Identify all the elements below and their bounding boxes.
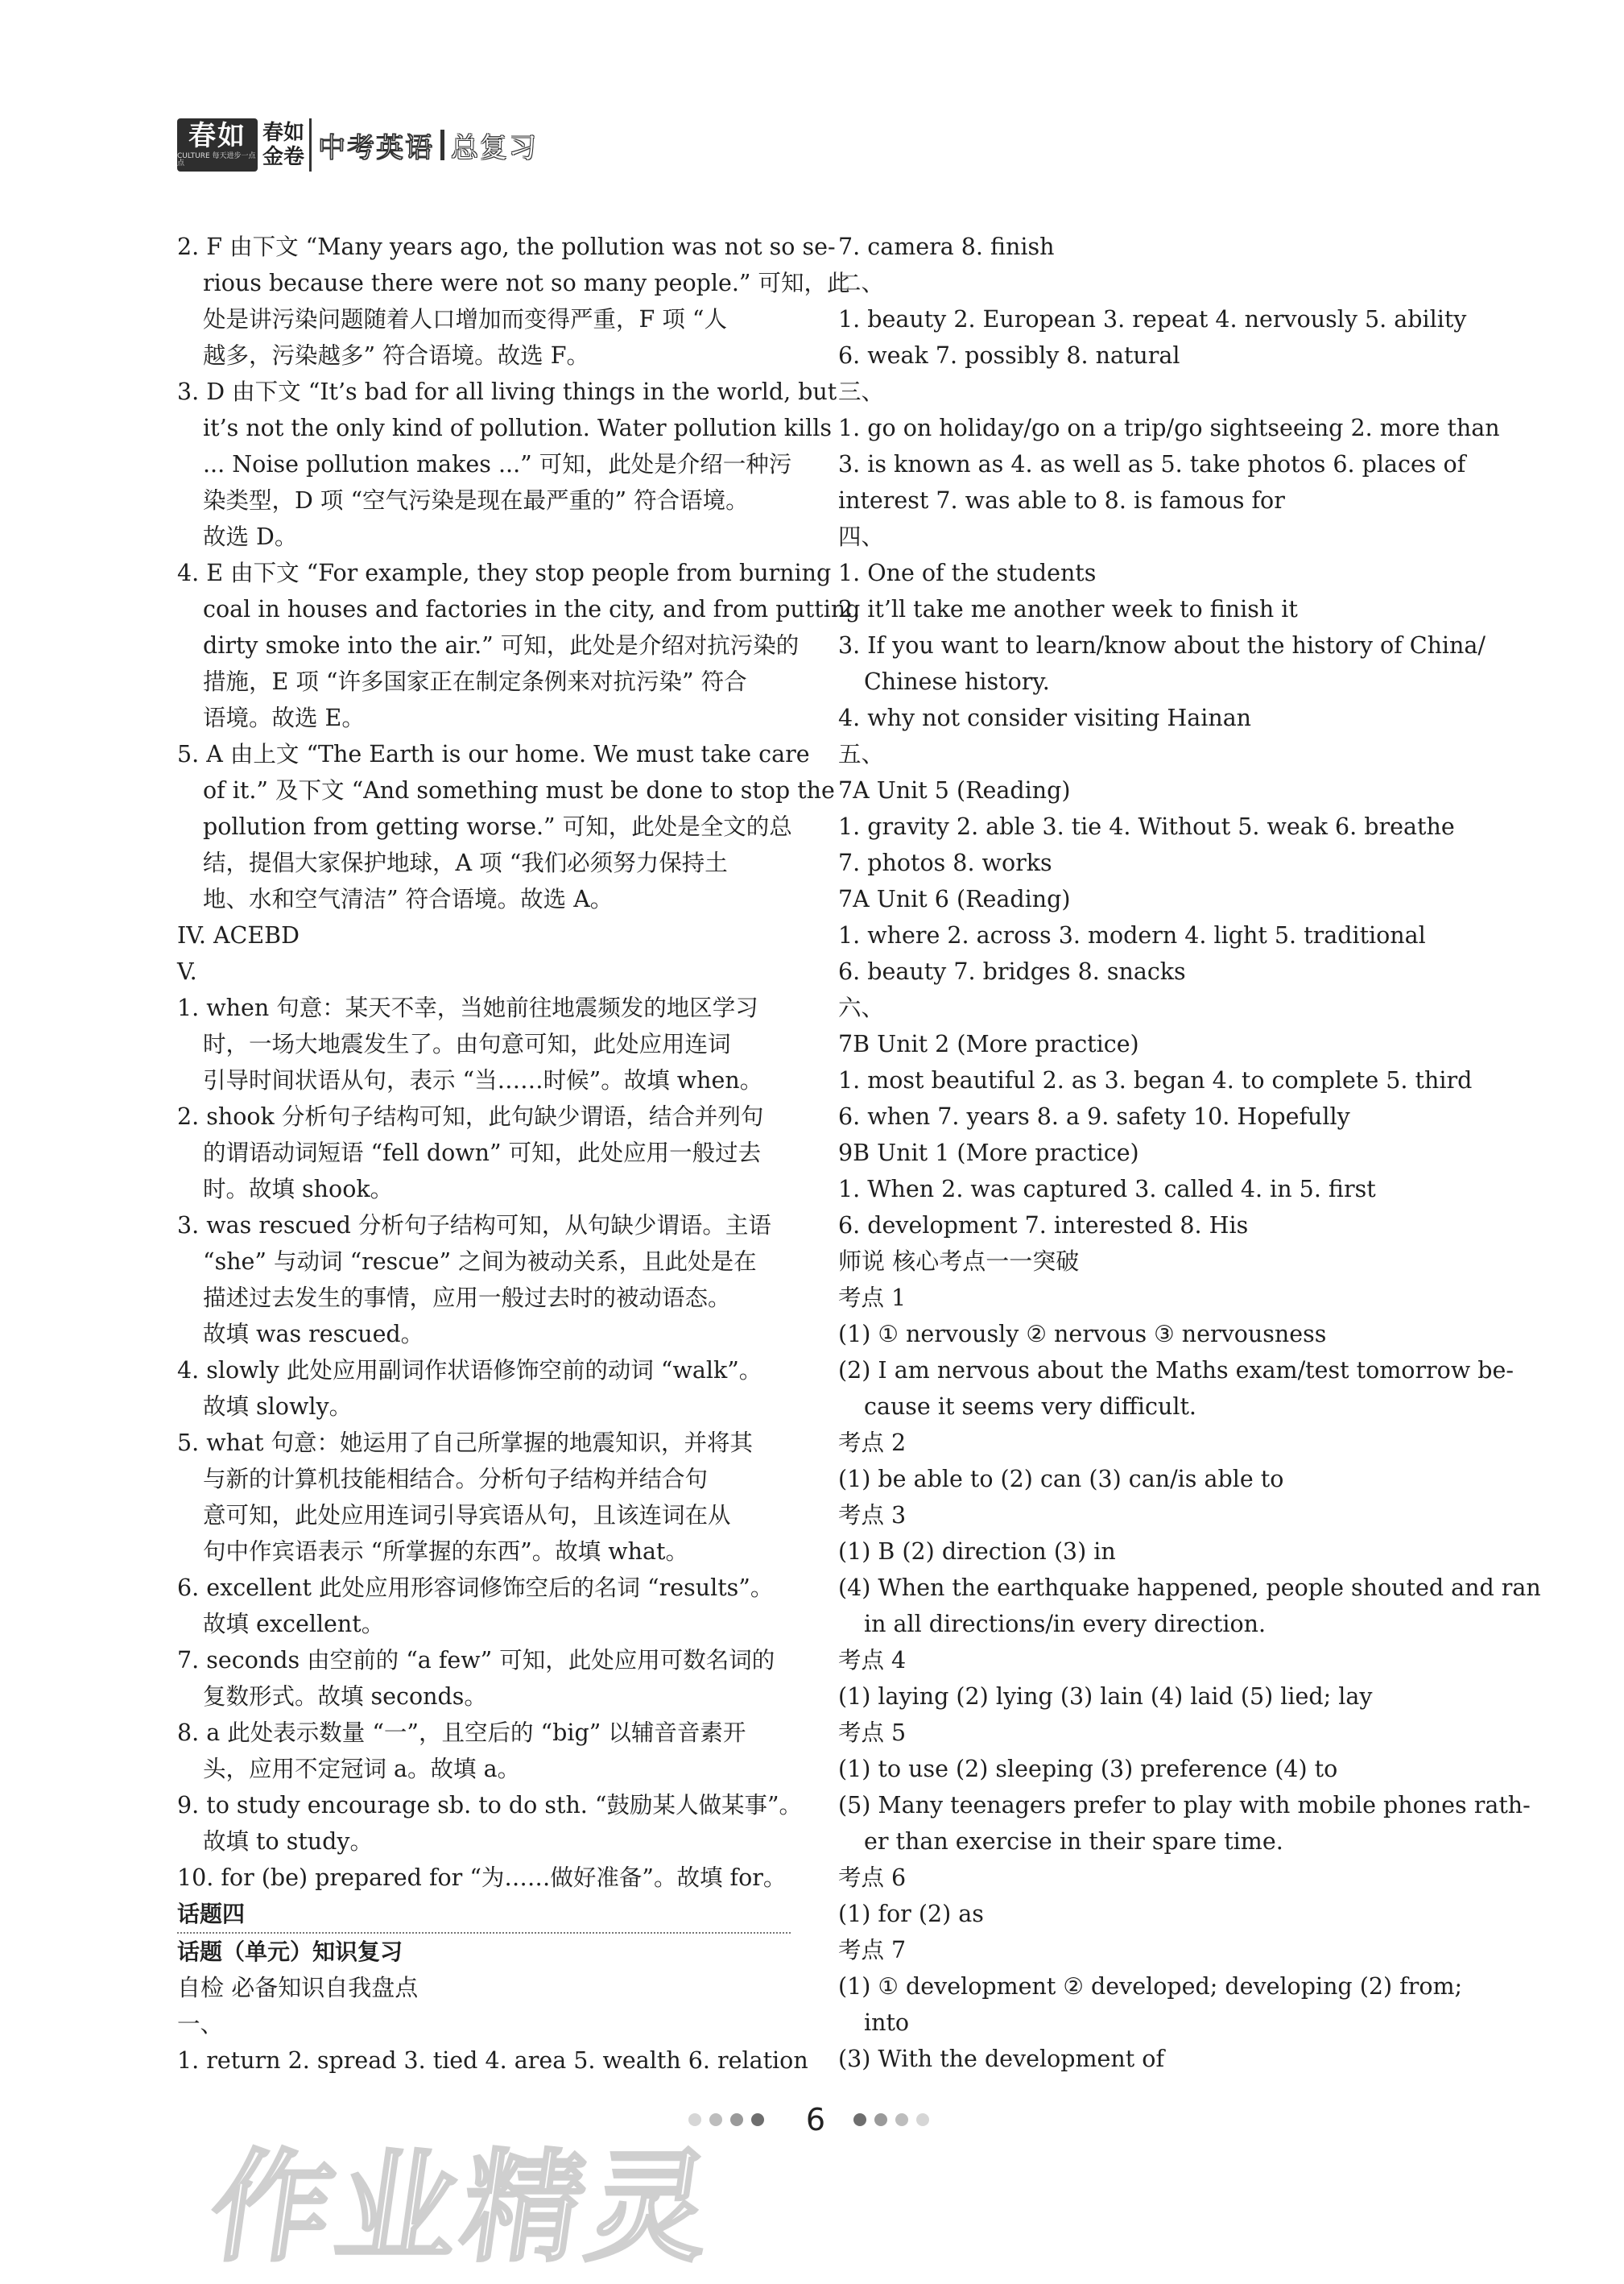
answer-entry (177, 1207, 791, 1352)
text-line: “she” 与动词 “rescue” 之间为被动关系，且此处是在 (203, 1248, 757, 1275)
text-line: 故选 D。 (203, 523, 298, 550)
answer-line (838, 881, 1452, 917)
text-line: 7B Unit 2 (More practice) (838, 1031, 1139, 1057)
brand-top: 春如 (262, 121, 305, 145)
answer-line (838, 1533, 1452, 1570)
text-line: 1. When 2. was captured 3. called 4. in 5. first (838, 1176, 1376, 1202)
text-line: 语境。故选 E。 (203, 705, 365, 731)
text-line: er than exercise in their spare time. (864, 1828, 1283, 1855)
answer-entry (177, 1099, 791, 1207)
subsection-heading (838, 1243, 1452, 1280)
publisher-logo (177, 118, 258, 172)
text-line: 考点 1 (838, 1285, 907, 1311)
text-line: 2. it’ll take me another week to finish it (838, 596, 1298, 623)
answer-line (838, 374, 1452, 410)
answer-line (838, 1425, 1452, 1461)
left-column (177, 229, 861, 2079)
text-line: 话题四 (177, 1901, 246, 1927)
text-line: (1) ① nervously ② nervous ③ nervousness (838, 1321, 1327, 1347)
footer-dot (730, 2113, 743, 2126)
answer-line (838, 265, 1452, 301)
text-line: 故填 to study。 (203, 1828, 374, 1855)
text-line: (1) be able to (2) can (3) can/is able to (838, 1466, 1284, 1492)
text-line: 考点 3 (838, 1502, 907, 1529)
brand-name (262, 118, 312, 172)
answer-line (838, 1860, 1452, 1896)
text-line: 考点 4 (838, 1647, 907, 1674)
text-line: 四、 (838, 523, 885, 550)
text-line: 7. camera 8. finish (838, 234, 1055, 260)
answer-line (838, 410, 1500, 446)
answer-line (838, 736, 1452, 772)
text-line: coal in houses and factories in the city, and from putting (203, 596, 861, 623)
text-line: 描述过去发生的事情，应用一般过去时的被动语态。 (203, 1285, 731, 1311)
answer-entry (177, 736, 835, 917)
answer-entry (177, 1570, 791, 1642)
text-line: Chinese history. (864, 668, 1050, 695)
text-line: 五、 (838, 741, 885, 768)
text-line: 话题（单元）知识复习 (177, 1939, 403, 1965)
text-line: 二、 (838, 270, 885, 296)
answer-line (838, 1026, 1452, 1062)
text-line: 六、 (838, 995, 885, 1021)
text-line: 7. photos 8. works (838, 850, 1052, 876)
answer-entry (177, 1787, 803, 1860)
answer-line (838, 1678, 1452, 1715)
text-line: 句中作宾语表示 “所掌握的东西”。故填 what。 (203, 1538, 688, 1565)
text-line: 4. E 由下文 “For example, they stop people from burning (177, 560, 832, 586)
right-column (838, 229, 1541, 2077)
text-line: 措施，E 项 “许多国家正在制定条例来对抗污染” 符合 (203, 668, 747, 695)
answer-line (838, 519, 1452, 555)
text-line: 9B Unit 1 (More practice) (838, 1140, 1139, 1166)
text-line: 1. gravity 2. able 3. tie 4. Without 5. weak 6. breathe (838, 813, 1455, 840)
answer-entry (838, 1570, 1541, 1642)
text-line: 考点 2 (838, 1430, 907, 1456)
text-line: 的谓语动词短语 “fell down” 可知，此处应用一般过去 (203, 1140, 762, 1166)
topic-heading (177, 1896, 791, 1934)
answer-entry (838, 627, 1486, 700)
answer-entry (177, 555, 861, 736)
footer-dot (751, 2113, 764, 2126)
text-line: 越多，污染越多” 符合语境。故选 F。 (203, 342, 589, 369)
answer-line (838, 446, 1466, 482)
text-line: (1) to use (2) sleeping (3) preference (4) to (838, 1756, 1338, 1782)
text-line: 引导时间状语从句，表示 “当……时候”。故填 when。 (203, 1067, 763, 1094)
text-line: 1. go on holiday/go on a trip/go sightseeing 2. more than (838, 415, 1500, 441)
text-line: 4. why not consider visiting Hainan (838, 705, 1252, 731)
answer-line (838, 482, 1452, 519)
text-line: 1. return 2. spread 3. tied 4. area 5. wealth 6. relation (177, 2047, 808, 2074)
text-line: IV. ACEBD (177, 922, 300, 949)
footer-dot (895, 2113, 908, 2126)
text-line: 三、 (838, 379, 885, 405)
answer-entry (177, 1715, 791, 1787)
series-main-title: 中考英语 (318, 131, 435, 164)
text-line: ... Noise pollution makes ...” 可知，此处是介绍一种污 (203, 451, 792, 478)
answer-line (177, 2006, 791, 2042)
answer-line (838, 845, 1452, 881)
answer-entry (177, 1425, 791, 1570)
answer-line (838, 1642, 1452, 1678)
answer-line (838, 1280, 1452, 1316)
text-line: interest 7. was able to 8. is famous for (838, 487, 1285, 514)
text-line: 意可知，此处应用连词引导宾语从句，且该连词在从 (203, 1502, 731, 1529)
answer-line (838, 555, 1452, 591)
brand-bottom: 金卷 (262, 145, 305, 169)
answer-entry (177, 374, 837, 555)
answer-line (838, 1461, 1452, 1497)
text-line: 1. when 句意：某天不幸，当她前往地震频发的地区学习 (177, 995, 758, 1021)
series-divider (440, 130, 444, 160)
text-line: 3. D 由下文 “It’s bad for all living things in the world, but (177, 379, 837, 405)
answer-line (838, 229, 1452, 265)
answer-line (838, 1062, 1473, 1099)
footer-dots-right (853, 2113, 929, 2126)
text-line: 6. weak 7. possibly 8. natural (838, 342, 1180, 369)
text-line: 8. a 此处表示数量 “一”，且空后的 “big” 以辅音音素开 (177, 1719, 746, 1746)
text-line: cause it seems very difficult. (864, 1393, 1196, 1420)
text-line: 4. slowly 此处应用副词作状语修饰空前的动词 “walk”。 (177, 1357, 762, 1384)
text-line: 地、水和空气清洁” 符合语境。故选 A。 (203, 886, 614, 912)
answer-line (838, 1135, 1452, 1171)
watermark: 作业精灵 (201, 2138, 725, 2278)
text-line: 3. If you want to learn/know about the history of China/ (838, 632, 1486, 659)
series-subtitle: 总复习 (451, 131, 539, 164)
answer-line (838, 1497, 1452, 1533)
subsection-heading (177, 1970, 791, 2006)
answer-line (838, 591, 1452, 627)
logo-mark: 春如 (188, 120, 246, 152)
answer-entry (838, 1968, 1463, 2041)
text-line: 时，一场大地震发生了。由句意可知，此处应用连词 (203, 1031, 731, 1057)
answer-line (838, 809, 1455, 845)
text-line: 染类型，D 项 “空气污染是现在最严重的” 符合语境。 (203, 487, 749, 514)
text-line: 故填 was rescued。 (203, 1321, 424, 1347)
footer-dot (853, 2113, 866, 2126)
text-line: in all directions/in every direction. (864, 1611, 1267, 1637)
text-line: (4) When the earthquake happened, people shouted and ran (838, 1574, 1541, 1601)
text-line: 3. is known as 4. as well as 5. take photos 6. places of (838, 451, 1466, 478)
answer-entry (838, 1787, 1531, 1860)
page-header (177, 117, 538, 173)
section-heading (177, 1934, 791, 1970)
answer-line (838, 2041, 1452, 2077)
answer-entry (177, 229, 850, 374)
answer-line (838, 917, 1452, 954)
text-line: 6. development 7. interested 8. His (838, 1212, 1249, 1239)
text-line: 7. seconds 由空前的 “a few” 可知，此处应用可数名词的 (177, 1647, 775, 1674)
text-line: 考点 6 (838, 1864, 907, 1891)
text-line: 7A Unit 6 (Reading) (838, 886, 1071, 912)
text-line: dirty smoke into the air.” 可知，此处是介绍对抗污染的 (203, 632, 800, 659)
answer-line (177, 954, 791, 990)
text-line: 2. shook 分析句子结构可知，此句缺少谓语，结合并列句 (177, 1103, 764, 1130)
answer-entry (838, 1352, 1514, 1425)
answer-line (838, 700, 1452, 736)
text-line: (1) B (2) direction (3) in (838, 1538, 1116, 1565)
answer-line (838, 301, 1467, 337)
text-line: 时。故填 shook。 (203, 1176, 394, 1202)
text-line: 7A Unit 5 (Reading) (838, 777, 1071, 804)
text-line: 9. to study encourage sb. to do sth. “鼓励某人做某事”。 (177, 1792, 803, 1819)
logo-subtitle: CULTURE 每天进步一点点 (177, 152, 256, 168)
text-line: 1. most beautiful 2. as 3. began 4. to complete 5. third (838, 1067, 1473, 1094)
text-line: 6. when 7. years 8. a 9. safety 10. Hopefully (838, 1103, 1350, 1130)
text-line: 考点 5 (838, 1719, 907, 1746)
text-line: (2) I am nervous about the Maths exam/test tomorrow be- (838, 1357, 1514, 1384)
text-line: 3. was rescued 分析句子结构可知，从句缺少谓语。主语 (177, 1212, 771, 1239)
text-line: 与新的计算机技能相结合。分析句子结构并结合句 (203, 1466, 709, 1492)
text-line: 6. beauty 7. bridges 8. snacks (838, 958, 1186, 985)
answer-line (838, 1715, 1452, 1751)
text-line: 师说 核心考点一一突破 (838, 1248, 1080, 1275)
answer-entry (177, 990, 791, 1099)
answer-line (838, 1171, 1452, 1207)
answer-line (838, 1896, 1452, 1932)
text-line: 故填 slowly。 (203, 1393, 353, 1420)
text-line: 自检 必备知识自我盘点 (177, 1974, 419, 2001)
footer-dot (916, 2113, 929, 2126)
text-line: 头，应用不定冠词 a。故填 a。 (203, 1756, 521, 1782)
series-title (318, 118, 538, 172)
text-line: into (864, 2009, 910, 2036)
answer-line (177, 2042, 808, 2079)
text-line: 1. One of the students (838, 560, 1097, 586)
page-number: 6 (805, 2102, 826, 2137)
footer-dot (874, 2113, 887, 2126)
text-line: 1. where 2. across 3. modern 4. light 5. traditional (838, 922, 1426, 949)
answer-line (838, 1316, 1452, 1352)
text-line: (1) laying (2) lying (3) lain (4) laid (5) lied; lay (838, 1683, 1373, 1710)
text-line: (1) ① development ② developed; developing (2) from; (838, 1973, 1463, 2000)
answer-line (177, 917, 791, 954)
answer-line (838, 1932, 1452, 1968)
text-line: 一、 (177, 2011, 224, 2038)
text-line: 处是讲污染问题随着人口增加而变得严重，F 项 “人 (203, 306, 727, 333)
answer-line (838, 990, 1452, 1026)
text-line: rious because there were not so many people.” 可知，此 (203, 270, 850, 296)
text-line: 2. F 由下文 “Many years ago, the pollution was not so se- (177, 234, 836, 260)
answer-line (838, 337, 1452, 374)
text-line: 复数形式。故填 seconds。 (203, 1683, 487, 1710)
text-line: it’s not the only kind of pollution. Water pollution kills (203, 415, 833, 441)
text-line: 5. what 句意：她运用了自己所掌握的地震知识，并将其 (177, 1430, 754, 1456)
text-line: 5. A 由上文 “The Earth is our home. We must take care (177, 741, 810, 768)
text-line: 结，提倡大家保护地球，A 项 “我们必须努力保持土 (203, 850, 728, 876)
answer-entry (177, 1642, 791, 1715)
answer-line (838, 954, 1452, 990)
answer-line (838, 772, 1452, 809)
text-line: 1. beauty 2. European 3. repeat 4. nervously 5. ability (838, 306, 1467, 333)
answer-line (838, 1751, 1452, 1787)
answer-line (838, 1207, 1452, 1243)
answer-entry (177, 1860, 791, 1896)
text-line: pollution from getting worse.” 可知，此处是全文的总 (203, 813, 792, 840)
text-line: V. (177, 958, 197, 985)
text-line: 6. excellent 此处应用形容词修饰空后的名词 “results”。 (177, 1574, 774, 1601)
text-line: (5) Many teenagers prefer to play with mobile phones rath- (838, 1792, 1531, 1819)
text-line: (3) With the development of (838, 2046, 1164, 2072)
text-line: 考点 7 (838, 1937, 907, 1963)
text-line: of it.” 及下文 “And something must be done to stop the (203, 777, 835, 804)
text-line: (1) for (2) as (838, 1901, 984, 1927)
answer-line (838, 1099, 1452, 1135)
text-line: 故填 excellent。 (203, 1611, 385, 1637)
answer-entry (177, 1352, 791, 1425)
text-line: 10. for (be) prepared for “为……做好准备”。故填 for。 (177, 1864, 787, 1891)
